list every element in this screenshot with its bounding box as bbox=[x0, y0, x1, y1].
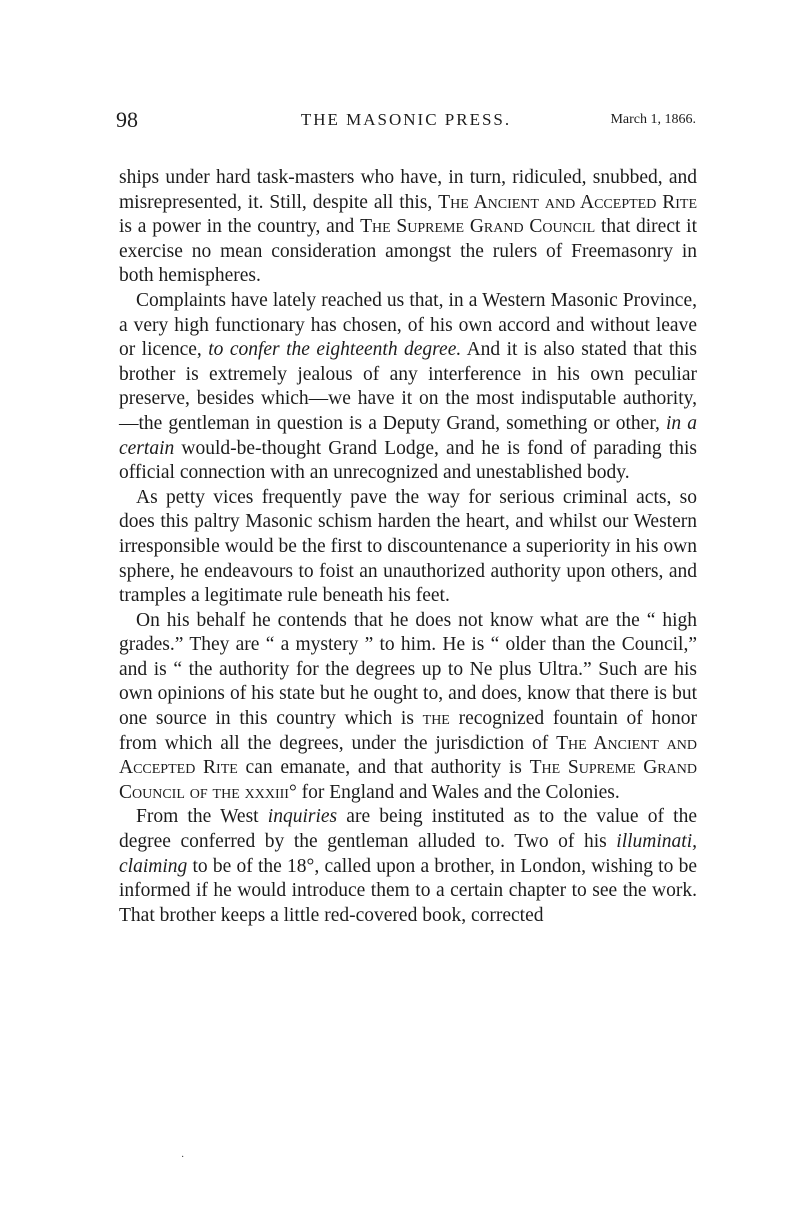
rite-name: The Ancient and Accepted Rite bbox=[438, 191, 697, 213]
text-run: And it is also stated that this brother is extremely jealous of any interference in his own peculiar preserve, besides which—we have it on the most indisputable authority,—the gentleman in question is a Deputy Grand, something or other, bbox=[119, 339, 697, 434]
issue-date: March 1, 1866. bbox=[610, 112, 696, 127]
article-body bbox=[119, 166, 697, 928]
text-run: On his behalf he contends that he does not know what are the “ high grades.” They are “ a mystery ” to him. He is “ older than the Council,” and is “ the authority for the degrees up to Ne plus Ultra.” Such are his own opinions of his state but he ought to, and does, know that there is but one source in this country which is bbox=[119, 609, 697, 730]
council-name: The Supreme Grand Council of the xxxiii° bbox=[119, 757, 697, 803]
paragraph-1 bbox=[119, 166, 697, 289]
text-run: can emanate, and that authority is bbox=[237, 757, 530, 779]
paragraph-3: As petty vices frequently pave the way for serious criminal acts, so does this paltry Masonic schism harden the heart, and whilst our Western irresponsible would be the first to discountenance a superiority in his own sphere, he endeavours to foist an unauthorized authority upon others, and tramples a legitimate rule beneath his feet. bbox=[119, 486, 697, 607]
page-speck: · bbox=[181, 1152, 185, 1163]
italic-phrase: in a certain bbox=[119, 412, 697, 459]
paragraph-2 bbox=[119, 289, 697, 486]
paragraph-5 bbox=[119, 805, 697, 928]
text-run: Complaints have lately reached us that, in a Western Masonic Province, a very high functionary has chosen, of his own accord and without leave or licence, bbox=[119, 289, 697, 361]
text-run: recognized fountain of honor from which all the degrees, under the jurisdiction of bbox=[119, 708, 697, 754]
text-run: would-be-thought Grand Lodge, and he is fond of parading this official connection with an unrecognized and unestablished body. bbox=[119, 437, 697, 484]
running-header bbox=[116, 107, 696, 137]
italic-phrase: inquiries bbox=[267, 806, 338, 828]
italic-phrase: illuminati, claiming bbox=[119, 831, 697, 877]
text-run: are being instituted as to the value of the degree conferred by the gentleman alluded to. Two of his bbox=[119, 806, 697, 853]
italic-phrase: to confer the eighteenth degree. bbox=[208, 339, 462, 361]
small-caps-word: the bbox=[422, 708, 450, 730]
text-run: is a power in the country, and bbox=[119, 216, 361, 238]
text-run: that direct it exercise no mean consideration amongst the rulers of Freemasonry in both hemispheres. bbox=[119, 216, 697, 287]
council-name: The Supreme Grand Council bbox=[360, 216, 596, 238]
text-run: From the West bbox=[136, 806, 268, 828]
text-run: for England and Wales and the Colonies. bbox=[296, 781, 620, 803]
journal-title: THE MASONIC PRESS. bbox=[300, 110, 512, 129]
paragraph-4 bbox=[119, 609, 697, 806]
text-run: ships under hard task-masters who have, in turn, ridiculed, snubbed, and misrepresented, it. Still, despite all this, bbox=[119, 167, 697, 213]
text-run: to be of the 18°, called upon a brother, in London, wishing to be informed if he would introduce them to a certain chapter to see the work. That brother keeps a little red-covered book, corrected bbox=[119, 855, 697, 926]
page-number: 98 bbox=[116, 107, 138, 132]
rite-name: The Ancient and Accepted Rite bbox=[119, 732, 697, 779]
